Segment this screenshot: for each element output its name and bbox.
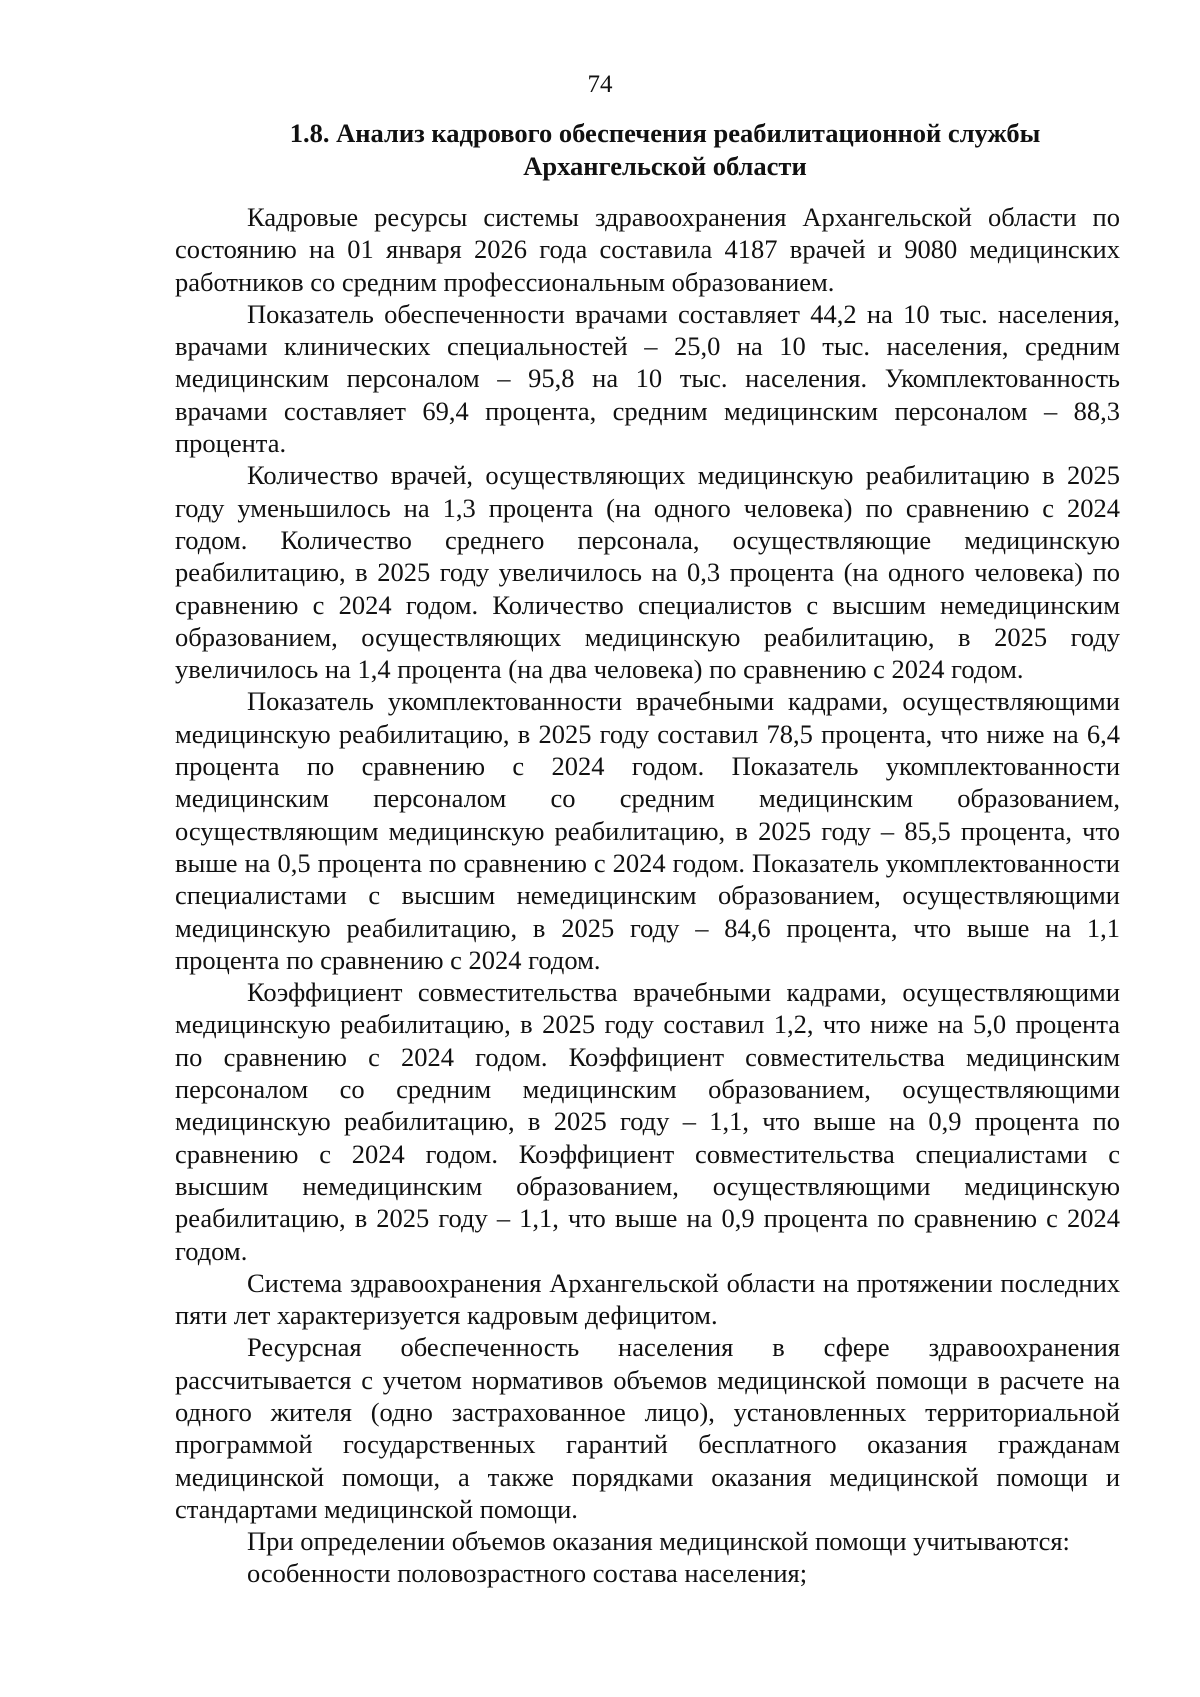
- paragraph-staffing-level: Показатель укомплектованности врачебными кадрами, осуществляющими медицинскую реабилитацию, в 2025 году составил 78,5 процента, что ниже на 6,4 процента по сравнению с 2024 годом. Показатель укомплектованности медицинским персоналом со средним медицинским образованием, осуществляющим медицинскую реабилитацию, в 2025 году – 85,5 процента, что выше на 0,5 процента по сравнению с 2024 годом. Показатель укомплектованности специалистами с высшим немедицинским образованием, осуществляющими медицинскую реабилитацию, в 2025 году – 84,6 процента, что выше на 1,1 процента по сравнению с 2024 годом.: [175, 686, 1120, 975]
- section-title-line-2: Архангельской области: [523, 151, 807, 181]
- paragraph-staff-deficit: Система здравоохранения Архангельской области на протяжении последних пяти лет характеризуется кадровым дефицитом.: [175, 1267, 1120, 1331]
- paragraph-rehab-staff-count: Количество врачей, осуществляющих медицинскую реабилитацию в 2025 году уменьшилось на 1,3 процента (на одного человека) по сравнению с 2024 годом. Количество среднего персонала, осуществляющие медицинскую реабилитацию, в 2025 году увеличилось на 0,3 процента (на одного человека) по сравнению с 2024 годом. Количество специалистов с высшим немедицинским образованием, осуществляющих медицинскую реабилитацию, в 2025 году увеличилось на 1,4 процента (на два человека) по сравнению с 2024 годом.: [175, 460, 1120, 685]
- paragraph-staff-resources: Кадровые ресурсы системы здравоохранения Архангельской области по состоянию на 01 января 2026 года составила 4187 врачей и 9080 медицинских работников со средним профессиональным образованием.: [175, 202, 1120, 297]
- paragraph-staffing-indicators: Показатель обеспеченности врачами составляет 44,2 на 10 тыс. населения, врачами клинических специальностей – 25,0 на 10 тыс. населения, средним медицинским персоналом – 95,8 на 10 тыс. населения. Укомплектованность врачами составляет 69,4 процента, средним медицинским персоналом – 88,3 процента.: [175, 298, 1120, 459]
- page-number: 74: [587, 71, 613, 98]
- paragraph-resource-provision: Ресурсная обеспеченность населения в сфере здравоохранения рассчитывается с учетом нормативов объемов медицинской помощи в расчете на одного жителя (одно застрахованное лицо), установленных территориальной программой государственных гарантий бесплатного оказания гражданам медицинской помощи, а также порядками оказания медицинской помощи и стандартами медицинской помощи.: [175, 1332, 1120, 1524]
- section-title: [180, 117, 1150, 183]
- paragraph-volume-factors: При определении объемов оказания медицинской помощи учитываются:: [247, 1526, 1070, 1557]
- paragraph-part-time-coefficient: Коэффициент совместительства врачебными кадрами, осуществляющими медицинскую реабилитацию, в 2025 году составил 1,2, что ниже на 5,0 процента по сравнению с 2024 годом. Коэффициент совместительства медицинским персоналом со средним медицинским образованием, осуществляющими медицинскую реабилитацию, в 2025 году – 1,1, что выше на 0,9 процента по сравнению с 2024 годом. Коэффициент совместительства специалистами с высшим немедицинским образованием, осуществляющими медицинскую реабилитацию, в 2025 году – 1,1, что выше на 0,9 процента по сравнению с 2024 годом.: [175, 977, 1120, 1266]
- body-text: [175, 201, 1120, 1590]
- paragraph-age-sex-composition: особенности половозрастного состава населения;: [247, 1558, 808, 1589]
- section-title-line-1: 1.8. Анализ кадрового обеспечения реабилитационной службы: [289, 118, 1041, 148]
